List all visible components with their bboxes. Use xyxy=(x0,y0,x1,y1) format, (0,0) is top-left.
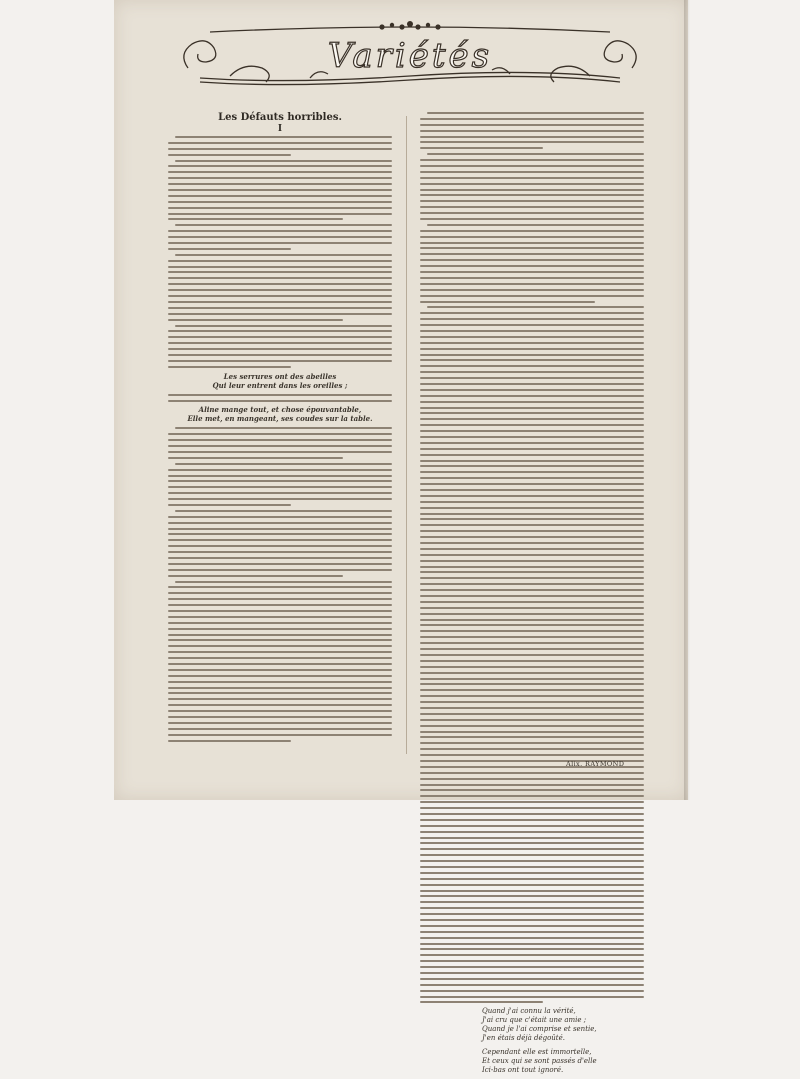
part-numeral: I xyxy=(277,124,283,134)
article-title: Les Défauts horribles. xyxy=(218,112,342,123)
page-edge-shadow xyxy=(684,0,690,800)
right-column xyxy=(420,112,644,1079)
text-block-left-2 xyxy=(168,394,392,402)
left-column xyxy=(168,112,392,746)
section-banner xyxy=(170,18,650,92)
author-signature: Alix. RAYMOND xyxy=(566,760,625,768)
text-block-left-1 xyxy=(168,136,392,368)
quote-block-1: Les serrures ont des abeilles Qui leur entrent dans les oreilles ; xyxy=(212,371,348,390)
column-divider xyxy=(406,116,407,754)
text-block-right-1 xyxy=(420,112,644,1003)
section-title: Variétés xyxy=(327,36,493,76)
quote-block-2: Aline mange tout, et chose épouvantable, Elle met, en mangeant, ses coudes sur la table. xyxy=(187,405,373,424)
closing-poem: Quand j'ai connu la vérité, J'ai cru que c'était une amie ; Quand je l'ai comprise et sentie, J'en étais déjà dégoûté. Cependant elle est immortelle, Et ceux qui se sont passés d'elle Ici-bas ont tout ignoré. xyxy=(482,1007,597,1075)
text-block-left-3 xyxy=(168,427,392,741)
